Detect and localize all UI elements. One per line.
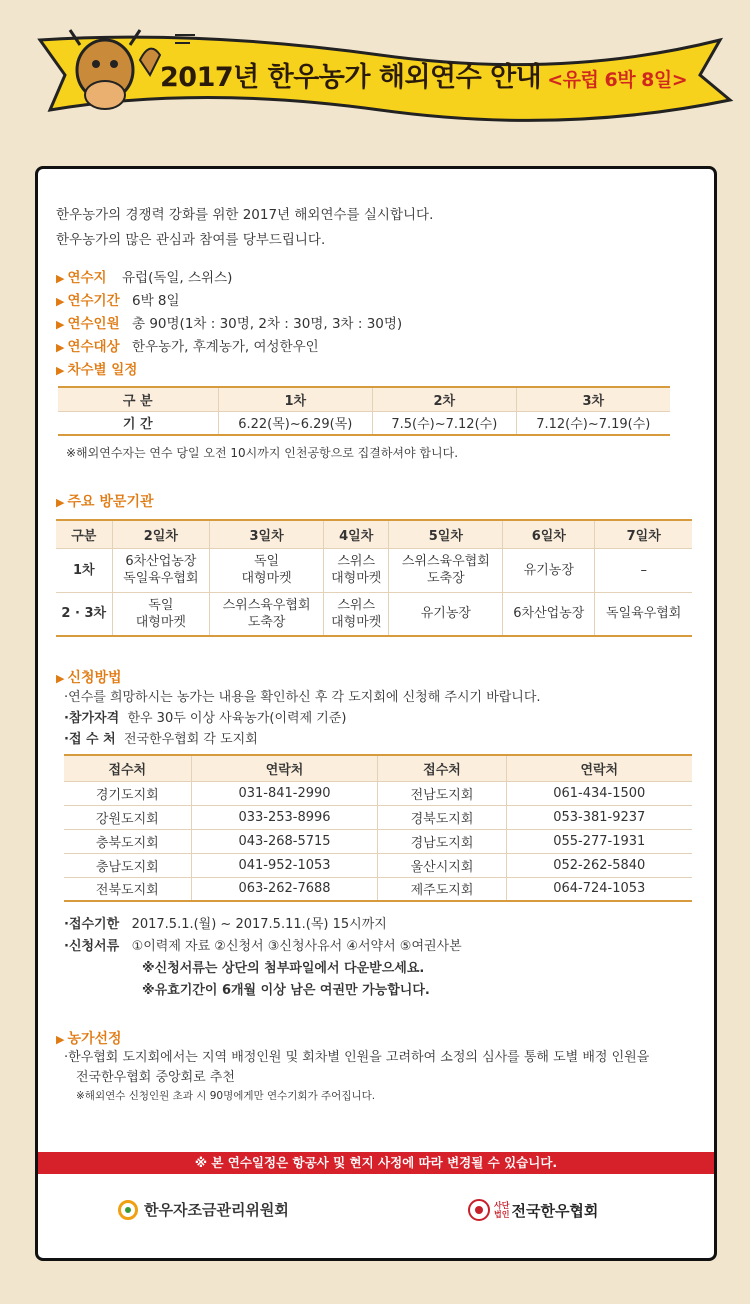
selection-note: ※해외연수 신청인원 초과 시 90명에게만 연수기회가 주어집니다. xyxy=(76,1090,376,1102)
apply-period: ·접수기한 2017.5.1.(월) ~ 2017.5.11.(목) 15시까지 xyxy=(64,917,387,932)
schedule-note: ※해외연수자는 연수 당일 오전 10시까지 인천공항으로 집결하셔야 합니다. xyxy=(66,446,459,460)
content-card xyxy=(35,166,717,1261)
info-row-period: ▶ 연수기간 6박 8일 xyxy=(56,293,180,309)
apply-details xyxy=(64,914,696,1002)
banner-subtitle: <유럽 6박 8일> xyxy=(547,69,688,91)
notice-bar: ※ 본 연수일정은 항공사 및 현지 사정에 따라 변경될 수 있습니다. xyxy=(38,1152,714,1174)
apply-title: ▶ 신청방법 xyxy=(56,670,122,686)
intro-line-1: 한우농가의 경쟁력 강화를 위한 2017년 해외연수를 실시합니다. xyxy=(56,207,434,223)
apply-section xyxy=(56,667,696,750)
schedule-title: ▶ 차수별 일정 xyxy=(56,362,138,378)
selection-line-2: 전국한우협회 중앙회로 추천 xyxy=(76,1070,235,1085)
info-list xyxy=(56,267,696,382)
intro-line-2: 한우농가의 많은 관심과 참여를 당부드립니다. xyxy=(56,232,326,248)
info-row-target: ▶ 연수대상 한우농가, 후계농가, 여성한우인 xyxy=(56,339,319,355)
table-row: 충남도지회 041-952-1053 울산시지회 052-262-5840 xyxy=(64,853,692,877)
association-seal-icon xyxy=(468,1199,490,1221)
apply-line: ·연수를 희망하시는 농가는 내용을 확인하신 후 각 도지회에 신청해 주시기 바랍니다. xyxy=(64,690,541,705)
table-row: 충북도지회 043-268-5715 경남도지회 055-277-1931 xyxy=(64,829,692,853)
apply-note-2: ※유효기간이 6개월 이상 남은 여권만 가능합니다. xyxy=(142,983,430,998)
table-row: 강원도지회 033-253-8996 경북도지회 053-381-9237 xyxy=(64,805,692,829)
contacts-table: 접수처 연락처 접수처 연락처 경기도지회 031-841-2990 전남도지회 061-434-1500 강원도지회 033-253-8996 경북도지회 053-381-9237 충북도지회 043-268-5715 경남도지회 055-277-1931 충남도지회 041-952-1053 울산시지회 052-262-5840 전북도지회 063-262-7688 제주도지회 064-724-1053 xyxy=(64,754,692,902)
visits-title: ▶ 주요 방문기관 xyxy=(56,494,154,510)
apply-reception: ·접 수 처 전국한우협회 각 도지회 xyxy=(64,732,258,747)
table-row: 경기도지회 031-841-2990 전남도지회 061-434-1500 xyxy=(64,781,692,805)
apply-note-1: ※신청서류는 상단의 첨부파일에서 다운받으세요. xyxy=(142,961,425,976)
hanwoo-association-logo: 사단 법인 전국한우협회 xyxy=(468,1199,598,1221)
table-row: 2 · 3차 독일 대형마켓 스위스육우협회 도축장 스위스 대형마켓 유기농장 6차산업농장 독일육우협회 xyxy=(56,592,692,636)
table-row: 전북도지회 063-262-7688 제주도지회 064-724-1053 xyxy=(64,877,692,901)
apply-documents: ·신청서류 ①이력제 자료 ②신청서 ③신청사유서 ④서약서 ⑤여권사본 xyxy=(64,939,462,954)
footer xyxy=(38,1189,714,1239)
hanwoo-fund-logo: 한우자조금관리위원회 xyxy=(118,1199,289,1220)
selection-line-1: ·한우협회 도지회에서는 지역 배정인원 및 회차별 인원을 고려하여 소정의 심사를 통해 도별 배정 인원을 xyxy=(64,1050,650,1065)
apply-qualification: ·참가자격 한우 30두 이상 사육농가(이력제 기준) xyxy=(64,711,347,726)
info-row-destination: ▶ 연수지 유럽(독일, 스위스) xyxy=(56,270,233,286)
table-row: 1차 6차산업농장 독일육우협회 독일 대형마켓 스위스 대형마켓 스위스육우협회 도축장 유기농장 – xyxy=(56,548,692,592)
banner-title: 2017년 한우농가 해외연수 안내 <유럽 6박 8일> xyxy=(160,62,688,93)
visits-table: 구분 2일차 3일차 4일차 5일차 6일차 7일차 1차 6차산업농장 독일육우협회 독일 대형마켓 스위스 대형마켓 스위스육우협회 도축장 유기농장 – 2 · 3차 독일 대형마켓 스위스육우협회 도축장 스위스 대형마켓 유기농장 6차산업농장 독일육우협회 xyxy=(56,519,692,637)
hanwoo-fund-logo-icon xyxy=(118,1200,138,1220)
selection-title: ▶ 농가선정 xyxy=(56,1031,122,1047)
info-row-headcount: ▶ 연수인원 총 90명(1차 : 30명, 2차 : 30명, 3차 : 30명) xyxy=(56,316,403,332)
intro xyxy=(56,203,696,253)
selection-section xyxy=(56,1028,696,1103)
title-banner xyxy=(0,0,750,150)
schedule-table: 구 분 1차 2차 3차 기 간 6.22(목)~6.29(목) 7.5(수)~7.12(수) 7.12(수)~7.19(수) xyxy=(58,386,670,436)
